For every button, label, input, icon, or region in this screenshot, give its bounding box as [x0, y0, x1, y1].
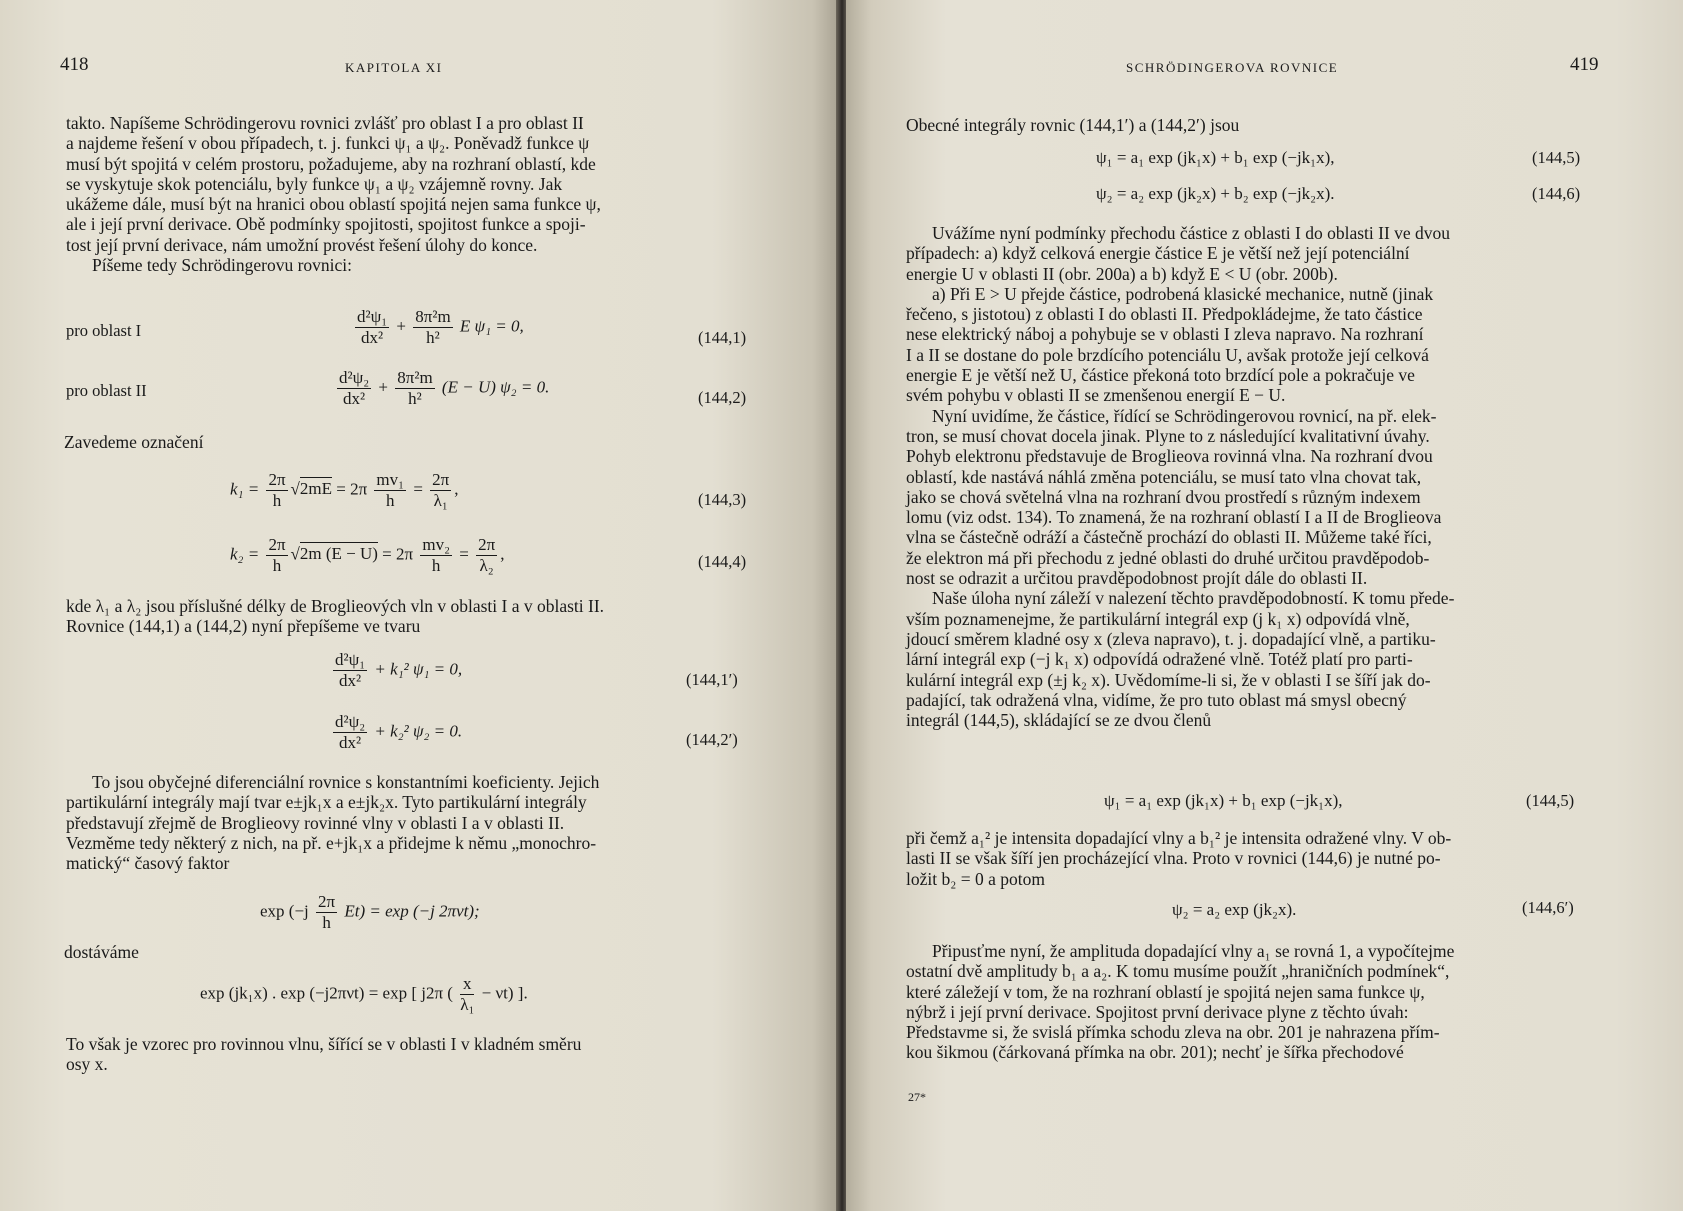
left-page-number: 418: [60, 54, 89, 75]
right-paragraph-1: Obecné integrály rovnic (144,1′) a (144,2′) jsou: [906, 115, 1240, 135]
equation-144-2: $\frac{\text{d²ψ₂}}{\text{dx²}}$ + $\frac{\text{8π²m}}{\text{h²}}$ (E − U) ψ₂ = 0.: [339, 368, 550, 408]
equation-144-6: ψ₂ = a₂ exp (jk₂x) + b₂ exp (−jk₂x).: [1096, 184, 1335, 203]
eq4-number: (144,4): [698, 552, 747, 571]
eq1-label: pro oblast I: [66, 321, 142, 340]
eq6-number: (144,2′): [686, 730, 738, 749]
right-paragraph-4: Připusťme nyní, že amplituda dopadající vlny a₁ se rovná 1, a vypočítejme ostatní dvě amplitudy b₁ a a₂. K tomu musíme použít „hraničních podmínek“, které záležejí v tom, že na rozhraní oblastí je spojitá nejen sama funkce ψ, nýbrž i její první derivace. Spojitost první derivace plyne z těchto úvah: Představme si, že svislá přímka schodu zleva na obr. 201 je nahrazena přím- kou šikmou (čárkovaná přímka na obr. 201); nechť je šířka přechodové: [906, 941, 1455, 1063]
right-paragraph-2: Uvážíme nyní podmínky přechodu částice z oblasti I do oblasti II ve dvou případech: a) když celková energie částice E je větší než její potenciální energie U v oblasti II (obr. 200a) a b) když E < U (obr. 200b). a) Při E > U přejde částice, podrobená klasické mechanice, nutně (jinak řečeno, s jistotou) z oblasti I do oblasti II. Předpokládejme, že tato částice nese elektrický náboj a pohybuje se v oblasti I zleva napravo. Na rozhraní I a II se dostane do pole brzdícího potenciálu U, avšak protože její celková energie E je větší než U, částice překoná toto brzdící pole a pokračuje ve svém pohybu v oblasti II se zmenšenou energií E − U. Nyní uvidíme, že částice, řídící se Schrödingerovou rovnicí, na př. elek- tron, se musí chovat docela jinak. Plyne to z následující kvalitativní úvahy. Pohyb elektronu představuje de Broglieova rovinná vlna. Na rozhraní dvou oblastí, kde nastává náhlá změna potenciálu, se musí tato vlna chovat tak, jako se chová světelná vlna na rozhraní dvou prostředí s různým indexem lomu (viz odst. 134). To znamená, že na rozhraní oblastí I a II de Broglieova vlna se částečně odráží a částečně prochází do oblasti II. Můžeme také říci, že elektron má při přechodu z jedné oblasti do druhé určitou pravděpodob- nost se odrazit a určitou pravděpodobnost projít dále do oblasti II. Naše úloha nyní záleží v nalezení těchto pravděpodobností. K tomu přede- vším poznamenejme, že partikulární integrál exp (j k₁ x) odpovídá vlně, jdoucí směrem kladné osy x (zleva napravo), t. j. dopadající vlně, a partiku- lární integrál exp (−j k₁ x) odpovídá odražené vlně. Totéž platí pro parti- kulární integrál exp (±j k₂ x). Uvědomíme-li si, že v oblasti I se šíří jak do- padající, tak odražená vlna, vidíme, že pro tuto oblast má smysl obecný integrál (144,5), skládající se ze dvou členů: [906, 223, 1455, 731]
equation-144-3: k₁ = $\frac{2\pi}{h}$ √2mE = 2π $\frac{\text{mv₁}}{h}$ = $\frac{2\pi}{\text{λ₁}}$ ,: [230, 470, 459, 510]
right-page-number: 419: [1570, 54, 1599, 75]
eq-144-5-repeat-number: (144,5): [1526, 791, 1575, 810]
equation-144-2-prime: $\frac{\text{d²ψ₂}}{\text{dx²}}$ + k₂² ψ₂ = 0.: [335, 712, 463, 752]
equation-144-5-repeat: ψ₁ = a₁ exp (jk₁x) + b₁ exp (−jk₁x),: [1104, 791, 1343, 810]
signature-mark: 27*: [908, 1090, 926, 1104]
eq-144-6-prime-number: (144,6′): [1522, 898, 1574, 917]
left-paragraph-3: To jsou obyčejné diferenciální rovnice s konstantními koeficienty. Jejich partikulární integrály mají tvar e±jk₁x a e±jk₂x. Tyto partikulární integrály představují zřejmě de Broglieovy rovinné vlny v oblasti I a v oblasti II. Vezměme tedy některý z nich, na př. e+jk₁x a přidejme k němu „monochro- matický“ časový faktor: [66, 772, 600, 874]
eq5-number: (144,1′): [686, 670, 738, 689]
right-running-head: SCHRÖDINGEROVA ROVNICE: [1126, 60, 1339, 75]
left-running-head: KAPITOLA XI: [345, 60, 443, 75]
left-page: [0, 0, 838, 1211]
eq3-number: (144,3): [698, 490, 747, 509]
left-paragraph-1: takto. Napíšeme Schrödingerovu rovnici zvlášť pro oblast I a pro oblast II a najdeme řešení v obou případech, t. j. funkci ψ₁ a ψ₂. Poněvadž funkce ψ musí být spojitá v celém prostoru, požadujeme, aby na rozhraní oblastí, kde se vyskytuje skok potenciálu, byly funkce ψ₁ a ψ₂ vzájemně rovny. Jak ukážeme dále, musí být na hranici obou oblastí spojitá nejen sama funkce ψ, ale i její první derivace. Obě podmínky spojitosti, spojitost funkce a spoji- tost její první derivace, nám umožní provést řešení úlohy do konce. Píšeme tedy Schrödingerovu rovnici:: [66, 113, 601, 276]
left-paragraph-4: To však je vzorec pro rovinnou vlnu, šířící se v oblasti I v kladném směru osy x.: [66, 1034, 582, 1075]
zavedeme-text: Zavedeme označení: [64, 432, 204, 452]
equation-144-5: ψ₁ = a₁ exp (jk₁x) + b₁ exp (−jk₁x),: [1096, 148, 1335, 167]
equation-144-1-prime: $\frac{\text{d²ψ₁}}{\text{dx²}}$ + k₁² ψ₁ = 0,: [335, 650, 463, 690]
equation-144-6-prime: ψ₂ = a₂ exp (jk₂x).: [1172, 900, 1297, 919]
eq2-number: (144,2): [698, 388, 747, 407]
eq2-label: pro oblast II: [66, 381, 147, 400]
right-page: [846, 0, 1683, 1211]
eq-144-6-number: (144,6): [1532, 184, 1581, 203]
dostavame-text: dostáváme: [64, 942, 139, 962]
equation-plane-wave: exp (jk₁x) . exp (−j2πνt) = exp [ j2π ( $\frac{x}{\text{λ₁}}$ − νt) ].: [200, 974, 528, 1014]
equation-time-factor: exp (−j $\frac{2\pi}{h}$ Et) = exp (−j 2πνt);: [260, 892, 480, 932]
right-paragraph-3: při čemž a₁² je intensita dopadající vlny a b₁² je intensita odražené vlny. V ob- lasti II se však šíří jen procházející vlna. Proto v rovnici (144,6) je nutné po- ložit b₂ = 0 a potom: [906, 828, 1452, 889]
equation-144-1: $\frac{\text{d²ψ₁}}{\text{dx²}}$ + $\frac{\text{8π²m}}{\text{h²}}$ E ψ₁ = 0,: [357, 307, 524, 347]
equation-144-4: k₂ = $\frac{2\pi}{h}$ √2m (E − U) = 2π $\frac{\text{mv₂}}{h}$ = $\frac{2\pi}{\text{λ₂}}$ ,: [230, 535, 505, 575]
eq1-number: (144,1): [698, 328, 747, 347]
eq-144-5-number: (144,5): [1532, 148, 1581, 167]
left-paragraph-2: kde λ₁ a λ₂ jsou příslušné délky de Broglieových vln v oblasti I a v oblasti II. Rovnice (144,1) a (144,2) nyní přepíšeme ve tvaru: [66, 596, 605, 637]
